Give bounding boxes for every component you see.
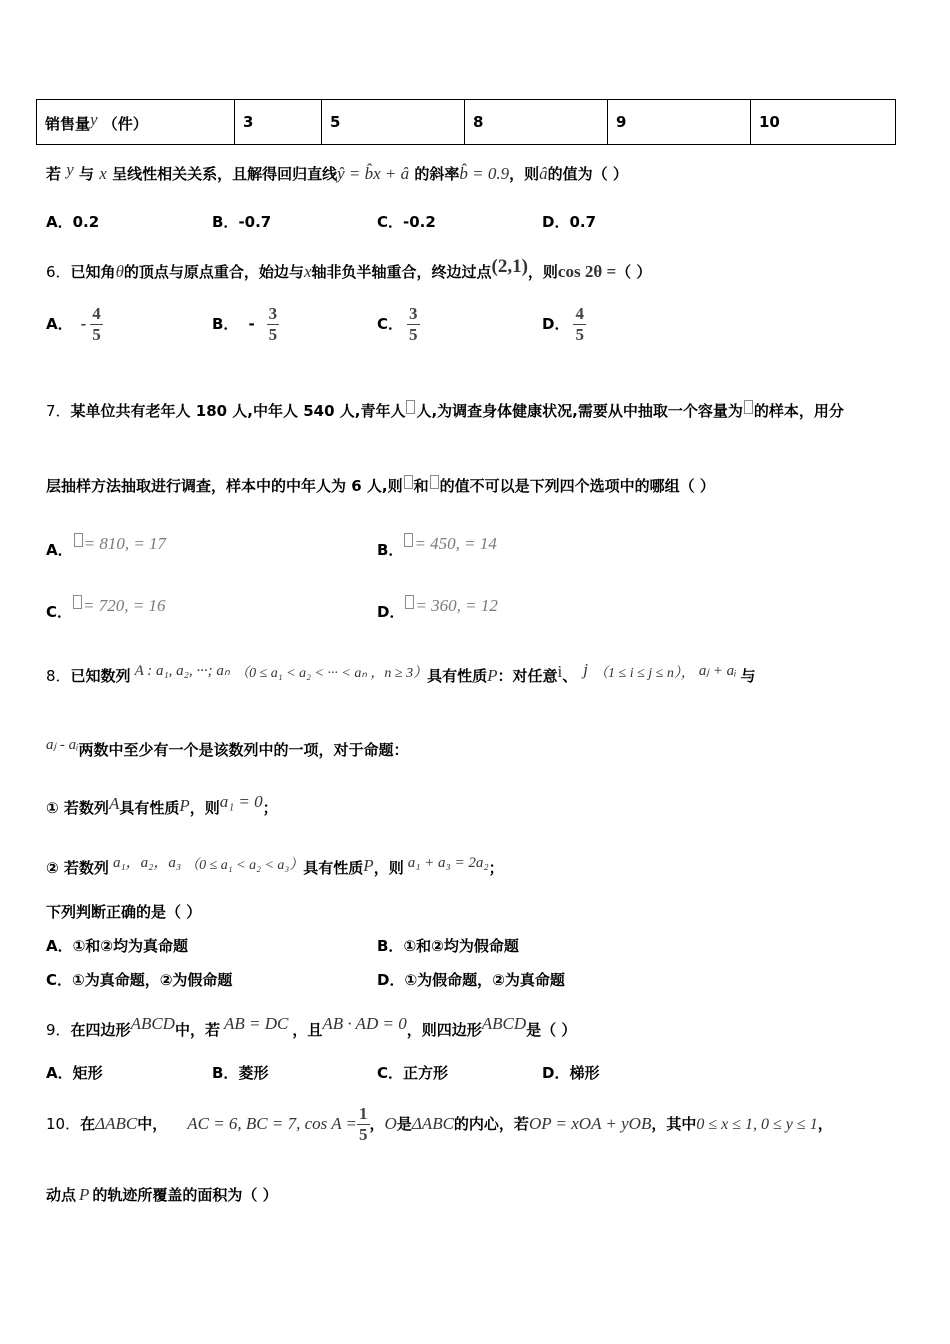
- numerator: 1: [359, 1104, 368, 1123]
- q9-option-d: [542, 1062, 599, 1083]
- sequence: A : a₁, a₂, ···; aₙ: [134, 663, 230, 679]
- text: 是（ ）: [526, 1021, 577, 1039]
- text: 和: [413, 477, 429, 495]
- q6-option-a: [46, 304, 103, 345]
- option-text: -0.7: [238, 213, 272, 231]
- text: ：对任意: [497, 667, 558, 685]
- text: 层抽样方法抽取进行调查，样本中的中年人为 6 人,则: [46, 477, 403, 495]
- table-cell: 3: [235, 100, 322, 145]
- q6-option-d: [542, 304, 586, 345]
- condition: （0 ≤ a₁ < a₂ < a₃）: [185, 858, 304, 873]
- text: 、: [562, 667, 578, 685]
- range: 0 ≤ x ≤ 1, 0 ≤ y ≤ 1: [696, 1116, 818, 1133]
- text: 的顶点与原点重合，始边与: [123, 263, 304, 281]
- fraction: [357, 1104, 370, 1145]
- q8-option-b: [377, 935, 519, 956]
- q8-option-a: [46, 935, 188, 956]
- q9-option-c: [377, 1062, 448, 1083]
- text: 中，若: [174, 1021, 220, 1039]
- option-label: C．: [46, 603, 73, 621]
- numerator: 3: [409, 304, 418, 323]
- given-values: AC = 6, BC = 7, cos A =: [187, 1114, 358, 1133]
- text: ，: [817, 1115, 833, 1133]
- option-text: 0.2: [72, 213, 100, 231]
- option-text: ①为真命题，②为假命题: [72, 971, 233, 989]
- q8-proposition-2: [46, 851, 504, 878]
- option-label: B．: [212, 315, 239, 333]
- option-text: ①为假命题，②为真命题: [404, 971, 565, 989]
- missing-glyph-icon: [430, 475, 439, 489]
- q5-option-d: [542, 211, 596, 232]
- text: 呈线性相关关系，且解得回归直线: [112, 165, 338, 183]
- option-label: A．: [46, 541, 73, 559]
- math-var: x: [99, 164, 107, 183]
- option-label: A．: [46, 937, 73, 955]
- text: ；: [262, 799, 278, 817]
- regression-equation: ŷ = b̂x + â: [337, 164, 410, 183]
- table-row: [37, 100, 896, 145]
- option-text: = 360, = 12: [415, 596, 498, 615]
- text: ，且: [292, 1021, 323, 1039]
- sequence: a₁，a₂，a₃: [112, 855, 182, 871]
- q6-stem: [46, 256, 651, 282]
- table-cell: 5: [322, 100, 465, 145]
- fraction: [573, 304, 586, 345]
- math-var: x: [303, 262, 312, 281]
- option-label: B．: [377, 937, 404, 955]
- fraction: [267, 304, 280, 345]
- expression: a₁ = 0: [219, 792, 263, 811]
- triangle: ΔABC: [95, 1114, 138, 1133]
- q10-stem-line1: [46, 1104, 833, 1145]
- denominator: 5: [359, 1125, 368, 1144]
- text: 两数中至少有一个是该数列中的一项，对于命题：: [78, 741, 409, 759]
- q7-stem-line1: [46, 400, 844, 421]
- option-label: D．: [542, 1064, 570, 1082]
- q7-option-d: [377, 595, 498, 622]
- text: （ ）: [616, 263, 652, 281]
- text: 具有性质: [303, 859, 364, 877]
- missing-glyph-icon: [405, 595, 414, 609]
- q5-stem: [46, 160, 628, 184]
- math-var: θ: [115, 262, 124, 281]
- q5-option-c: [377, 211, 436, 232]
- option-text: = 810, = 17: [83, 534, 167, 553]
- table-header-cell: [37, 100, 235, 145]
- point: (2,1): [491, 256, 528, 277]
- text: 人,为调查身体健康状况,需要从中抽取一个容量为: [416, 402, 743, 420]
- text: ① 若数列: [46, 799, 109, 817]
- q7-option-c: [46, 595, 165, 622]
- text: ，则四边形: [406, 1021, 482, 1039]
- text: 的斜率: [414, 165, 460, 183]
- triangle: ΔABC: [411, 1114, 454, 1133]
- expression: AB = DC: [223, 1014, 289, 1033]
- denominator: 5: [409, 325, 418, 344]
- option-label: D．: [377, 971, 405, 989]
- header-unit: （件）: [102, 115, 148, 133]
- vector-equation: OP = xOA + yOB: [528, 1114, 652, 1133]
- fraction: [90, 304, 103, 345]
- option-label: B．: [212, 213, 239, 231]
- text: 在四边形: [70, 1021, 131, 1039]
- text: ，则: [509, 165, 540, 183]
- option-label: D．: [542, 315, 570, 333]
- option-text: = 450, = 14: [414, 534, 497, 553]
- q5-option-a: [46, 211, 99, 232]
- text: 的样本，用分: [753, 402, 844, 420]
- option-label: A．: [46, 213, 73, 231]
- option-label: C．: [46, 971, 73, 989]
- text: 具有性质: [427, 667, 488, 685]
- condition: （1 ≤ i ≤ j ≤ n），: [594, 666, 695, 681]
- expression: AB · AD = 0: [322, 1014, 407, 1033]
- q8-option-c: [46, 969, 232, 990]
- text: 的轨迹所覆盖的面积为（ ）: [92, 1186, 278, 1204]
- option-text: 矩形: [72, 1064, 103, 1082]
- math-var: O: [384, 1114, 397, 1133]
- missing-glyph-icon: [744, 400, 753, 414]
- option-label: C．: [377, 1064, 404, 1082]
- option-label: B．: [212, 1064, 239, 1082]
- denominator: 5: [575, 325, 584, 344]
- denominator: 5: [268, 325, 278, 344]
- question-number: 6．: [46, 263, 71, 281]
- text: ，则: [189, 799, 220, 817]
- text: ，则: [527, 263, 558, 281]
- denominator: 5: [92, 325, 101, 344]
- header-var: y: [90, 110, 98, 129]
- expression: cos 2θ =: [557, 262, 617, 281]
- option-text: 正方形: [403, 1064, 449, 1082]
- option-text: ①和②均为假命题: [403, 937, 519, 955]
- numerator: 4: [92, 304, 101, 323]
- text: ② 若数列: [46, 859, 109, 877]
- text: 已知数列: [70, 667, 131, 685]
- text: 下列判断正确的是（ ）: [46, 903, 202, 921]
- option-text: 梯形: [569, 1064, 600, 1082]
- numerator: 3: [268, 304, 278, 323]
- option-label: C．: [377, 213, 404, 231]
- option-sign: -: [80, 314, 87, 333]
- text: ；: [488, 859, 504, 877]
- q5-option-b: [212, 211, 271, 232]
- text: 已知角: [70, 263, 116, 281]
- option-label: A．: [46, 1064, 73, 1082]
- option-text: -0.2: [403, 213, 436, 231]
- option-label: D．: [377, 603, 405, 621]
- option-label: B．: [377, 541, 404, 559]
- text: 具有性质: [119, 799, 180, 817]
- text: 与: [79, 165, 95, 183]
- question-number: 9．: [46, 1021, 71, 1039]
- text: 在: [80, 1115, 96, 1133]
- option-text: ①和②均为真命题: [72, 937, 189, 955]
- math-var: A: [108, 794, 120, 813]
- sales-table: [36, 99, 896, 145]
- slope-value: b̂ = 0.9: [459, 164, 510, 183]
- q8-stem-line1: [46, 660, 756, 686]
- math-var: i: [557, 662, 563, 681]
- math-var: ABCD: [130, 1014, 175, 1033]
- question-number: 8．: [46, 667, 71, 685]
- header-label: 销售量: [45, 115, 91, 133]
- math-var: P: [179, 796, 190, 815]
- q9-option-b: [212, 1062, 268, 1083]
- expression: aⱼ + aᵢ: [698, 663, 737, 679]
- math-var: y: [66, 160, 74, 179]
- math-var: P: [363, 856, 374, 875]
- table-cell: 10: [751, 100, 896, 145]
- text: 是: [396, 1115, 412, 1133]
- q10-stem-line2: [46, 1184, 278, 1205]
- q9-option-a: [46, 1062, 103, 1083]
- text: ，其中: [651, 1115, 697, 1133]
- math-var: P: [487, 666, 498, 685]
- missing-glyph-icon: [404, 533, 413, 547]
- q7-stem-line2: [46, 475, 715, 496]
- text: ，: [369, 1115, 385, 1133]
- expression: a₁ + a₃ = 2a₂: [407, 855, 489, 871]
- q9-stem: [46, 1014, 576, 1040]
- math-var: P: [79, 1185, 90, 1204]
- option-sign: -: [248, 315, 255, 333]
- option-label: D．: [542, 213, 570, 231]
- q7-option-b: [377, 533, 497, 560]
- q8-option-d: [377, 969, 565, 990]
- condition: （0 ≤ a₁ < a₂ < ··· < aₙ ，n ≥ 3）: [235, 666, 428, 681]
- q8-judge: [46, 901, 201, 922]
- missing-glyph-icon: [74, 533, 83, 547]
- q6-option-c: [377, 304, 420, 345]
- option-text: 0.7: [569, 213, 597, 231]
- missing-glyph-icon: [406, 400, 415, 414]
- math-var: ABCD: [481, 1014, 527, 1033]
- numerator: 4: [575, 304, 584, 323]
- option-label: A．: [46, 315, 73, 333]
- missing-glyph-icon: [404, 475, 413, 489]
- table-cell: 9: [608, 100, 751, 145]
- text: 轴非负半轴重合，终边过点: [311, 263, 492, 281]
- math-var: j: [583, 660, 589, 679]
- q8-proposition-1: [46, 792, 278, 818]
- text: 若: [46, 165, 62, 183]
- text: 的值为（ ）: [547, 165, 628, 183]
- q7-option-a: [46, 533, 166, 560]
- question-number: 7．: [46, 402, 71, 420]
- math-var: â: [539, 164, 548, 183]
- text: ，则: [373, 859, 404, 877]
- option-label: C．: [377, 315, 404, 333]
- table-cell: 8: [465, 100, 608, 145]
- q6-option-b: [212, 304, 279, 345]
- q8-stem-line2: [46, 735, 409, 760]
- text: 的内心，若: [453, 1115, 529, 1133]
- text: 与: [740, 667, 756, 685]
- text: 的值不可以是下列四个选项中的哪组（ ）: [439, 477, 715, 495]
- text: 动点: [46, 1186, 77, 1204]
- fraction: [407, 304, 420, 345]
- missing-glyph-icon: [73, 595, 82, 609]
- option-text: 菱形: [238, 1064, 269, 1082]
- option-text: = 720, = 16: [83, 596, 166, 615]
- question-number: 10．: [46, 1115, 81, 1133]
- text: 某单位共有老年人 180 人,中年人 540 人,青年人: [70, 402, 406, 420]
- expression: aⱼ - aᵢ: [46, 737, 79, 753]
- text: 中，: [137, 1115, 168, 1133]
